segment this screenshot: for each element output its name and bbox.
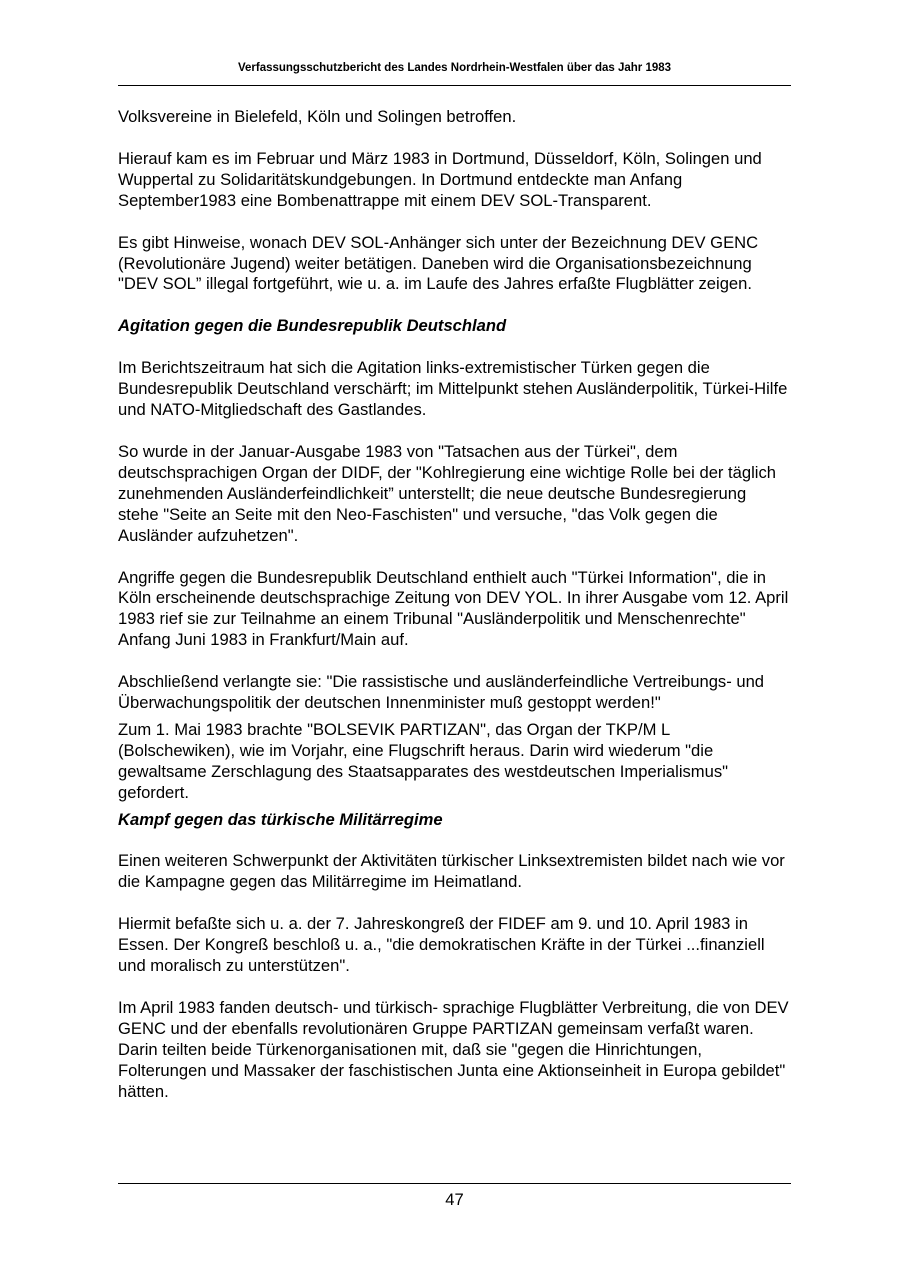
section-heading-kampf: Kampf gegen das türkische Militärregime <box>118 809 443 829</box>
paragraph-9: Einen weiteren Schwerpunkt der Aktivitäten türkischer Linksextremisten bildet nach wie vor die Kampagne gegen das Militärregime im Heimatland. <box>118 851 785 892</box>
paragraph-7: Abschließend verlangte sie: "Die rassistische und ausländerfeindliche Vertreibungs- und Überwachungspolitik der deutschen Innenminister muß gestoppt werden!" <box>118 672 765 713</box>
paragraph-6: Angriffe gegen die Bundesrepublik Deutschland enthielt auch "Türkei Information", die in Köln erscheinende deutschsprachige Zeitung von DEV YOL. In ihrer Ausgabe vom 12. April 1983 rief sie zur Teilnahme an einem Tribunal "Ausländerpolitik und Menschenrechte" Anfang Juni 1983 in Frankfurt/Main auf. <box>118 567 789 650</box>
paragraph-10: Hiermit befaßte sich u. a. der 7. Jahreskongreß der FIDEF am 9. und 10. April 1983 in Essen. Der Kongreß beschloß u. a., "die demokratischen Kräfte in der Türkei ...finanziell und moralisch zu unterstützen". <box>118 914 765 976</box>
paragraph-4: Im Berichtszeitraum hat sich die Agitation links-extremistischer Türken gegen die Bundesrepublik Deutschland verschärft; im Mittelpunkt stehen Ausländerpolitik, Türkei-Hilfe und NATO-Mitgliedschaft des Gastlandes. <box>118 358 788 420</box>
header-divider <box>118 85 791 86</box>
paragraph-2: Hierauf kam es im Februar und März 1983 in Dortmund, Düsseldorf, Köln, Solingen und Wuppertal zu Solidaritätskundgebungen. In Dortmund entdeckte man Anfang September1983 eine Bombenattrappe mit einem DEV SOL-Transparent. <box>118 148 762 210</box>
paragraph-1: Volksvereine in Bielefeld, Köln und Solingen betroffen. <box>118 107 517 126</box>
paragraph-8: Zum 1. Mai 1983 brachte "BOLSEVIK PARTIZAN", das Organ der TKP/M L (Bolschewiken), wie im Vorjahr, eine Flugschrift heraus. Darin wird wiederum "die gewaltsame Zerschlagung des Staatsapparates des westdeutschen Imperialismus" gefordert. <box>118 719 729 802</box>
footer-divider <box>118 1183 791 1184</box>
paragraph-3: Es gibt Hinweise, wonach DEV SOL-Anhänger sich unter der Bezeichnung DEV GENC (Revolutionäre Jugend) weiter betätigen. Daneben wird die Organisationsbezeichnung "DEV SOL” illegal fortgeführt, wie u. a. im Laufe des Jahres erfaßte Flugblätter zeigen. <box>118 232 759 294</box>
section-heading-agitation: Agitation gegen die Bundesrepublik Deutschland <box>118 316 507 336</box>
paragraph-11: Im April 1983 fanden deutsch- und türkisch- sprachige Flugblätter Verbreitung, die von DEV GENC und der ebenfalls revolutionären Gruppe PARTIZAN gemeinsam verfaßt waren. Darin teilten beide Türkenorganisationen mit, daß sie "gegen die Hinrichtungen, Folterungen und Massaker der faschistischen Junta eine Aktionseinheit in Europa gebildet" hätten. <box>118 998 789 1101</box>
page-number: 47 <box>445 1190 464 1209</box>
document-body <box>118 107 790 1124</box>
page-header: Verfassungsschutzbericht des Landes Nordrhein-Westfalen über das Jahr 1983 <box>237 62 672 74</box>
paragraph-5: So wurde in der Januar-Ausgabe 1983 von "Tatsachen aus der Türkei", dem deutschsprachigen Organ der DIDF, der "Kohlregierung eine wichtige Rolle bei der täglich zunehmenden Ausländerfeindlichkeit” unterstellt; die neue deutsche Bundesregierung stehe "Seite an Seite mit den Neo-Faschisten" und versuche, "das Volk gegen die Ausländer aufzuhetzen". <box>118 441 777 545</box>
